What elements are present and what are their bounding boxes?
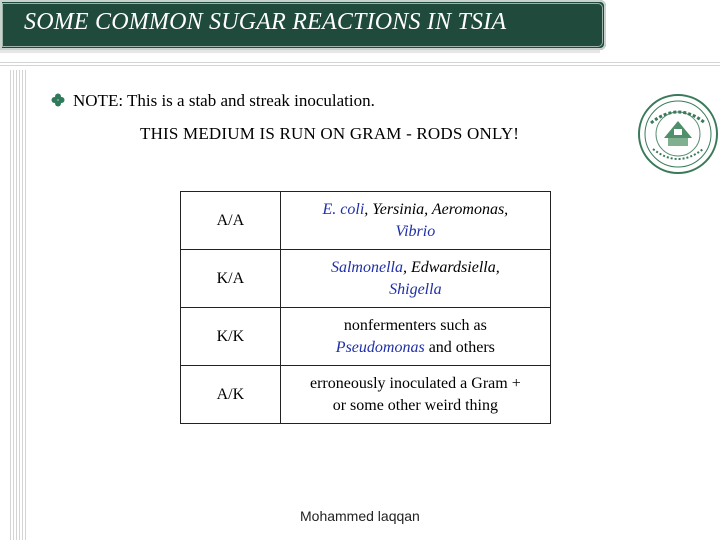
decor-line — [0, 65, 720, 66]
organism-name: Shigella — [389, 280, 442, 298]
reaction-code: A/A — [181, 192, 281, 250]
decor-line — [25, 70, 26, 540]
table-row — [181, 250, 551, 308]
organism-cell — [280, 366, 550, 424]
organism-names: , Edwardsiella, — [402, 258, 500, 276]
reaction-code: K/A — [181, 250, 281, 308]
organism-description: or some other weird thing — [332, 396, 498, 414]
table-row — [181, 366, 551, 424]
medium-note: THIS MEDIUM IS RUN ON GRAM - RODS ONLY! — [140, 124, 520, 143]
organism-description: erroneously inoculated a Gram + — [309, 374, 521, 392]
organism-description: and others — [424, 338, 495, 356]
organism-cell — [280, 192, 550, 250]
decor-line — [19, 70, 20, 540]
university-seal-logo — [637, 93, 719, 175]
organism-name: Salmonella — [330, 258, 403, 276]
organism-cell — [280, 250, 550, 308]
table-row — [181, 308, 551, 366]
note-text: NOTE: This is a stab and streak inoculation. — [73, 91, 375, 110]
organism-cell — [280, 308, 550, 366]
organism-name: E. coli — [322, 200, 365, 218]
organism-name: Pseudomonas — [335, 338, 425, 356]
decor-line — [0, 62, 720, 63]
reaction-code: A/K — [181, 366, 281, 424]
organism-description: nonfermenters such as — [343, 316, 487, 334]
table-row — [181, 192, 551, 250]
organism-name: Vibrio — [395, 222, 436, 240]
sugar-reactions-table — [180, 191, 551, 424]
footer-author: Mohammed laqqan — [300, 508, 420, 524]
decor-line — [10, 70, 11, 540]
title-shadow — [0, 50, 600, 53]
slide-title: SOME COMMON SUGAR REACTIONS IN TSIA — [24, 9, 507, 35]
decor-line — [22, 70, 23, 540]
diamond-bullet-icon — [51, 93, 65, 107]
organism-names: , Yersinia, Aeromonas, — [364, 200, 509, 218]
decor-line — [13, 70, 14, 540]
decor-line — [16, 70, 17, 540]
reaction-code: K/K — [181, 308, 281, 366]
